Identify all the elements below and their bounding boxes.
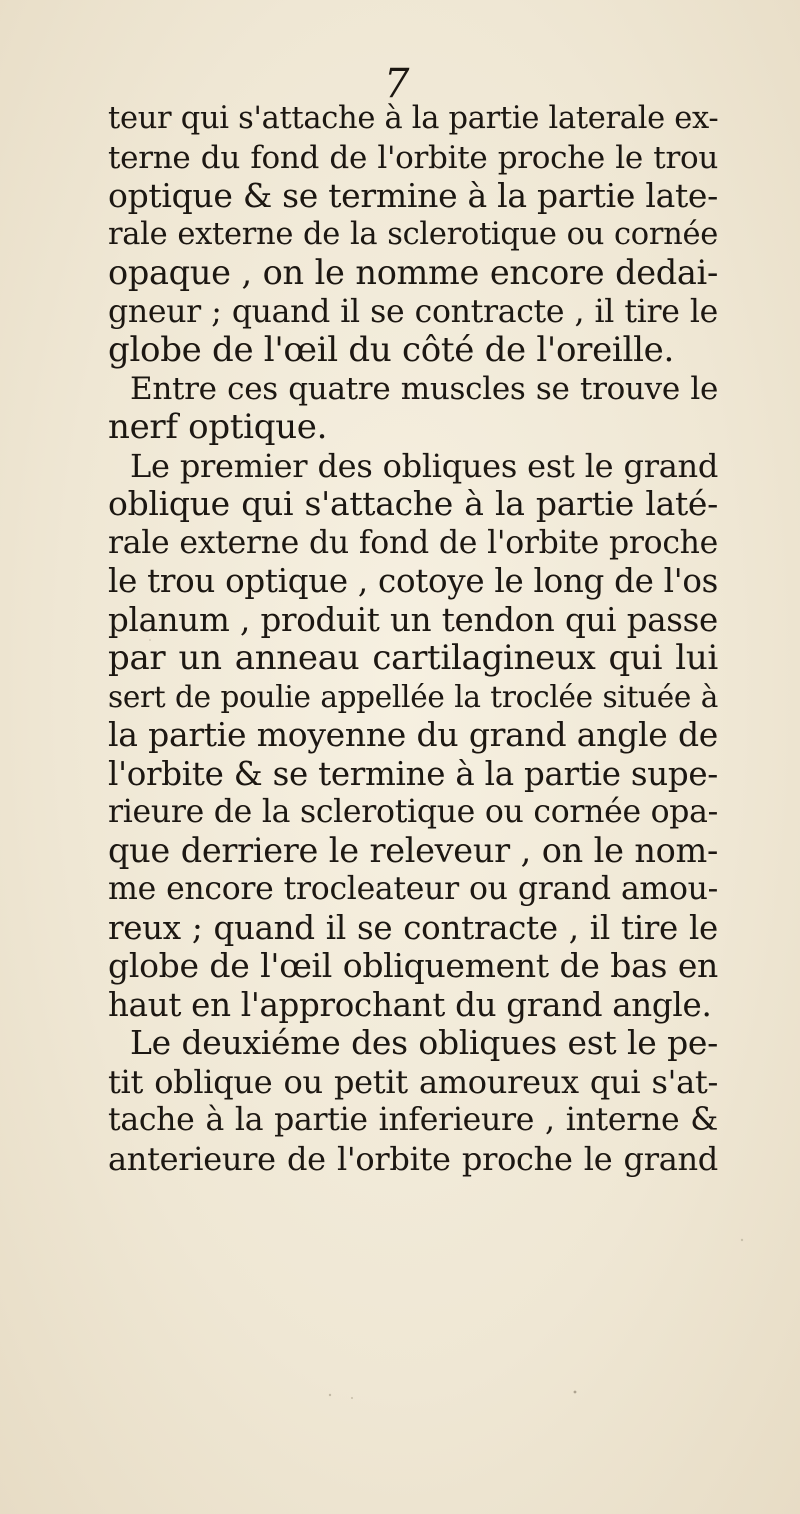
- text-line: opaque , on le nomme encore dedai-: [108, 253, 718, 292]
- text-line: oblique qui s'attache à la partie laté-: [108, 484, 718, 523]
- body-text: [108, 100, 718, 1178]
- text-line: optique & se termine à la partie late-: [108, 176, 718, 215]
- text-line: sert de poulie appellée la troclée située à: [108, 679, 718, 714]
- text-line: Le deuxiéme des obliques est le pe-: [130, 1023, 718, 1062]
- text-line: tit oblique ou petit amoureux qui s'at-: [108, 1062, 718, 1101]
- page-number: 7: [384, 61, 410, 107]
- text-line: haut en l'approchant du grand angle.: [108, 985, 712, 1024]
- text-line: le trou optique , cotoye le long de l'os: [108, 562, 718, 600]
- text-line: terne du fond de l'orbite proche le trou: [108, 139, 718, 176]
- text-line: globe de l'œil du côté de l'oreille.: [108, 330, 674, 370]
- text-line: rale externe du fond de l'orbite proche: [108, 524, 718, 561]
- text-line: reux ; quand il se contracte , il tire le: [108, 908, 718, 947]
- text-line: teur qui s'attache à la partie laterale ex-: [108, 101, 719, 136]
- text-line: gneur ; quand il se contracte , il tire le: [108, 293, 718, 330]
- text-line: anterieure de l'orbite proche le grand: [108, 1139, 718, 1178]
- text-line: rieure de la sclerotique ou cornée opa-: [108, 794, 718, 830]
- text-line: me encore trocleateur ou grand amou-: [108, 871, 718, 907]
- text-line: Le premier des obliques est le grand: [130, 446, 718, 485]
- text-line: la partie moyenne du grand angle de: [108, 715, 718, 754]
- text-line: que derriere le releveur , on le nom-: [108, 830, 718, 870]
- text-line: l'orbite & se termine à la partie supe-: [108, 754, 718, 793]
- text-line: rale externe de la sclerotique ou cornée: [108, 216, 718, 252]
- text-line: planum , produit un tendon qui passe: [108, 600, 718, 639]
- text-line: par un anneau cartilagineux qui lui: [108, 638, 718, 678]
- text-line: tache à la partie inferieure , interne &: [108, 1102, 718, 1138]
- text-line: nerf optique.: [108, 407, 328, 447]
- text-line: globe de l'œil obliquement de bas en: [108, 946, 718, 985]
- text-line: Entre ces quatre muscles se trouve le: [130, 370, 718, 407]
